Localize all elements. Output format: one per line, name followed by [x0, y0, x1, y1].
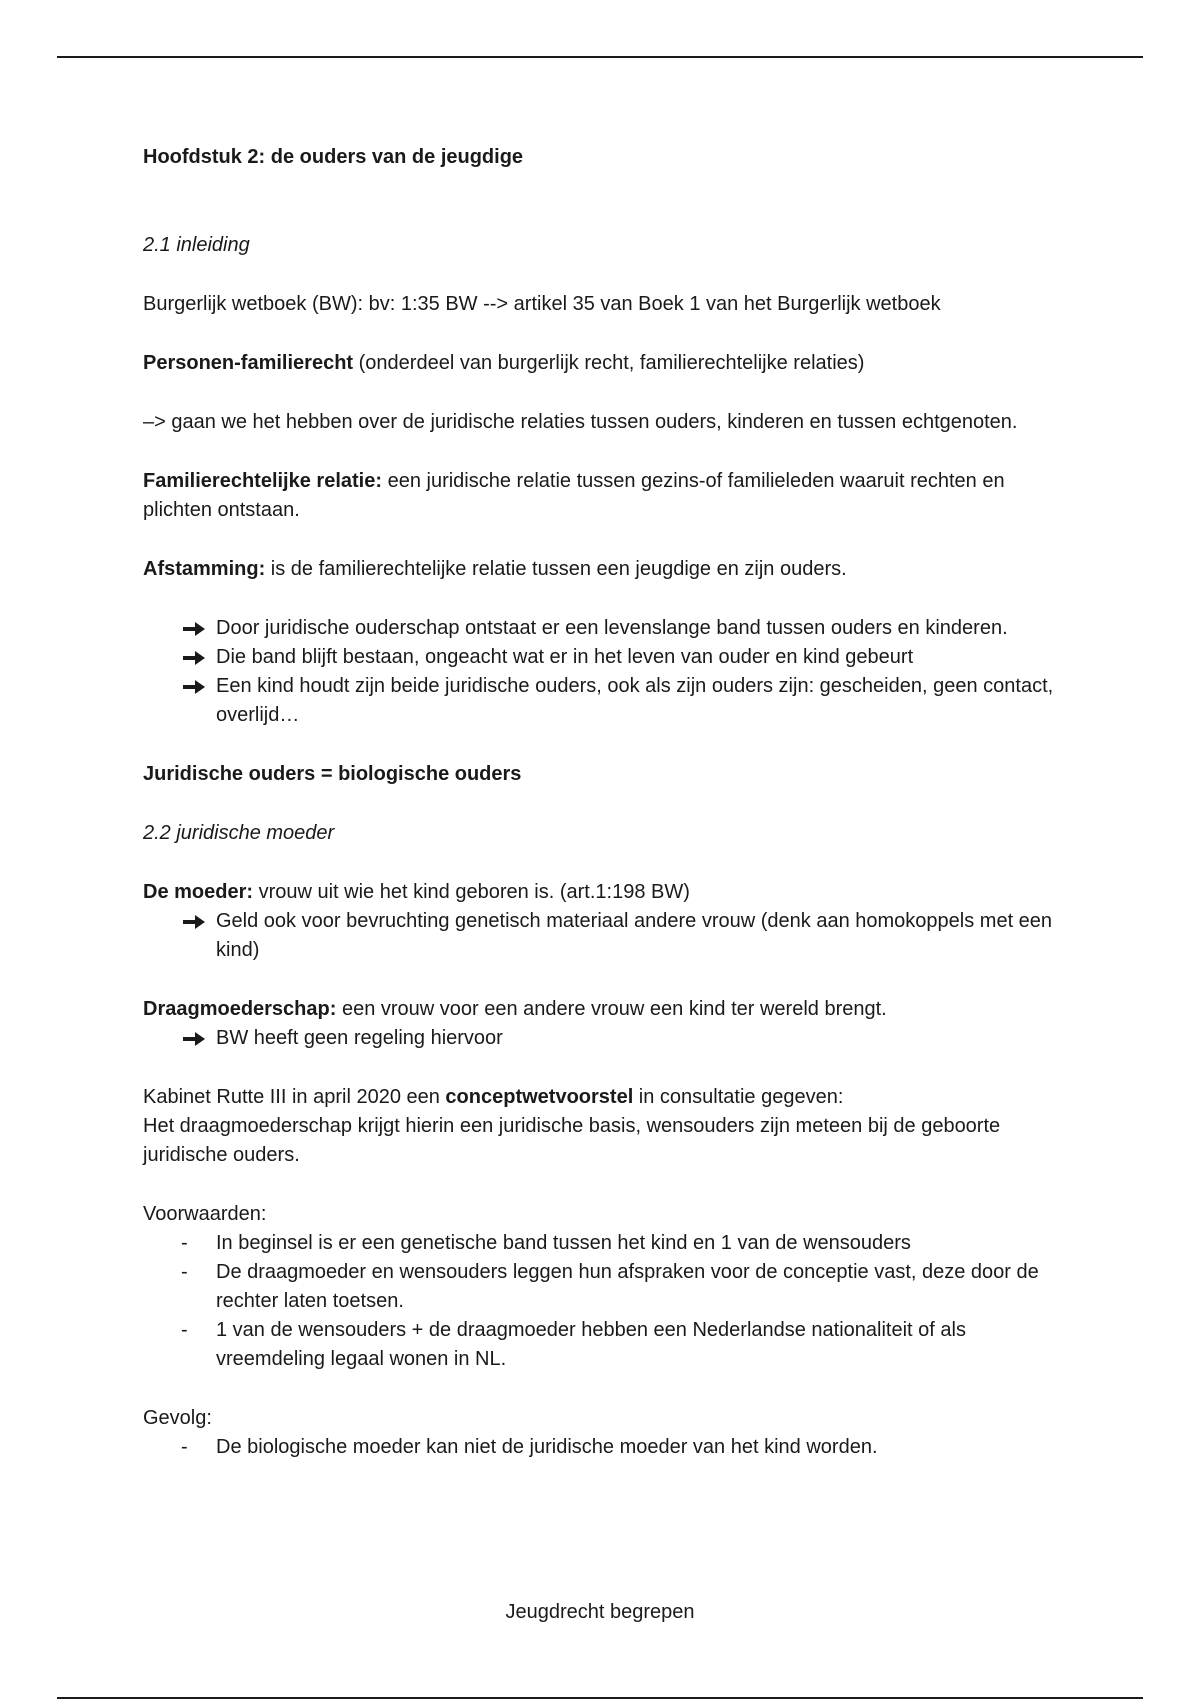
draagmoederschap-text: een vrouw voor een andere vrouw een kind ter wereld brengt. — [336, 998, 887, 1020]
list-item — [143, 1258, 1063, 1316]
familie-paragraph — [143, 467, 1063, 525]
moeder-paragraph — [143, 878, 1063, 907]
draagmoederschap-list — [143, 1024, 1063, 1053]
gevolg-list — [143, 1433, 1063, 1462]
list-item-text: Door juridische ouderschap ontstaat er een levenslange band tussen ouders en kinderen. — [216, 617, 1008, 639]
dash-marker: - — [181, 1261, 188, 1283]
personen-paragraph — [143, 349, 1063, 378]
bottom-rule — [57, 1697, 1143, 1699]
voorwaarden-list — [143, 1229, 1063, 1374]
list-item-text: BW heeft geen regeling hiervoor — [216, 1027, 503, 1049]
dash-marker: - — [181, 1232, 188, 1254]
arrow-right-icon — [183, 1032, 205, 1046]
list-item-text: Een kind houdt zijn beide juridische ouders, ook als zijn ouders zijn: gescheiden, geen contact, overlijd… — [216, 675, 1054, 726]
personen-term: Personen-familierecht — [143, 352, 354, 374]
list-item-text: 1 van de wensouders + de draagmoeder hebben een Nederlandse nationaliteit of als vreemdeling legaal wonen in NL. — [216, 1319, 966, 1370]
list-item — [143, 643, 1063, 672]
chapter-title: Hoofdstuk 2: de ouders van de jeugdige — [143, 146, 524, 168]
list-item-text: De biologische moeder kan niet de juridische moeder van het kind worden. — [216, 1436, 878, 1458]
draagmoederschap-paragraph — [143, 995, 1063, 1024]
page-footer: Jeugdrecht begrepen — [505, 1601, 695, 1623]
gevolg-label: Gevolg: — [143, 1407, 212, 1429]
list-item — [143, 907, 1063, 965]
moeder-text: vrouw uit wie het kind geboren is. (art.1:198 BW) — [253, 881, 690, 903]
kabinet-text-post: in consultatie gegeven: — [633, 1086, 844, 1108]
section-heading-2-1: 2.1 inleiding — [143, 234, 250, 256]
list-item — [143, 614, 1063, 643]
list-item — [143, 1433, 1063, 1462]
juridische-ouders-heading: Juridische ouders = biologische ouders — [143, 763, 522, 785]
familie-text: een juridische relatie tussen gezins-of familieleden waaruit rechten en plichten ontstaan. — [143, 470, 1005, 521]
afstamming-term: Afstamming: — [143, 558, 266, 580]
afstamming-list — [143, 614, 1063, 730]
afstamming-paragraph — [143, 555, 1063, 584]
voorwaarden-label: Voorwaarden: — [143, 1203, 267, 1225]
list-item-text: Die band blijft bestaan, ongeacht wat er in het leven van ouder en kind gebeurt — [216, 646, 914, 668]
kabinet-text-pre: Kabinet Rutte III in april 2020 een — [143, 1086, 446, 1108]
arrow-right-icon — [183, 622, 205, 636]
page-content — [143, 143, 1063, 1462]
list-item — [143, 672, 1063, 730]
list-item — [143, 1229, 1063, 1258]
top-rule — [57, 56, 1143, 58]
dash-marker: - — [181, 1319, 188, 1341]
arrow-right-icon — [183, 915, 205, 929]
personen-text: (onderdeel van burgerlijk recht, familierechtelijke relaties) — [353, 352, 865, 374]
section-heading-2-2: 2.2 juridische moeder — [143, 822, 335, 844]
moeder-list — [143, 907, 1063, 965]
afstamming-text: is de familierechtelijke relatie tussen een jeugdige en zijn ouders. — [265, 558, 847, 580]
arrow-right-icon — [183, 651, 205, 665]
kabinet-line-2: Het draagmoederschap krijgt hierin een juridische basis, wensouders zijn meteen bij de geboorte juridische ouders. — [143, 1115, 1001, 1166]
dash-marker: - — [181, 1436, 188, 1458]
list-item-text: In beginsel is er een genetische band tussen het kind en 1 van de wensouders — [216, 1232, 911, 1254]
kabinet-term: conceptwetvoorstel — [445, 1086, 634, 1108]
kabinet-paragraph — [143, 1083, 1063, 1112]
moeder-term: De moeder: — [143, 881, 254, 903]
familie-term: Familierechtelijke relatie: — [143, 470, 383, 492]
gaan-paragraph: –> gaan we het hebben over de juridische relaties tussen ouders, kinderen en tussen echtgenoten. — [143, 411, 1018, 433]
list-item-text: Geld ook voor bevruchting genetisch materiaal andere vrouw (denk aan homokoppels met een kind) — [216, 910, 1053, 961]
arrow-right-icon — [183, 680, 205, 694]
list-item — [143, 1024, 1063, 1053]
list-item-text: De draagmoeder en wensouders leggen hun afspraken voor de conceptie vast, deze door de rechter laten toetsen. — [216, 1261, 1039, 1312]
draagmoederschap-term: Draagmoederschap: — [143, 998, 337, 1020]
list-item — [143, 1316, 1063, 1374]
bw-line: Burgerlijk wetboek (BW): bv: 1:35 BW --> artikel 35 van Boek 1 van het Burgerlijk wetboek — [143, 293, 941, 315]
